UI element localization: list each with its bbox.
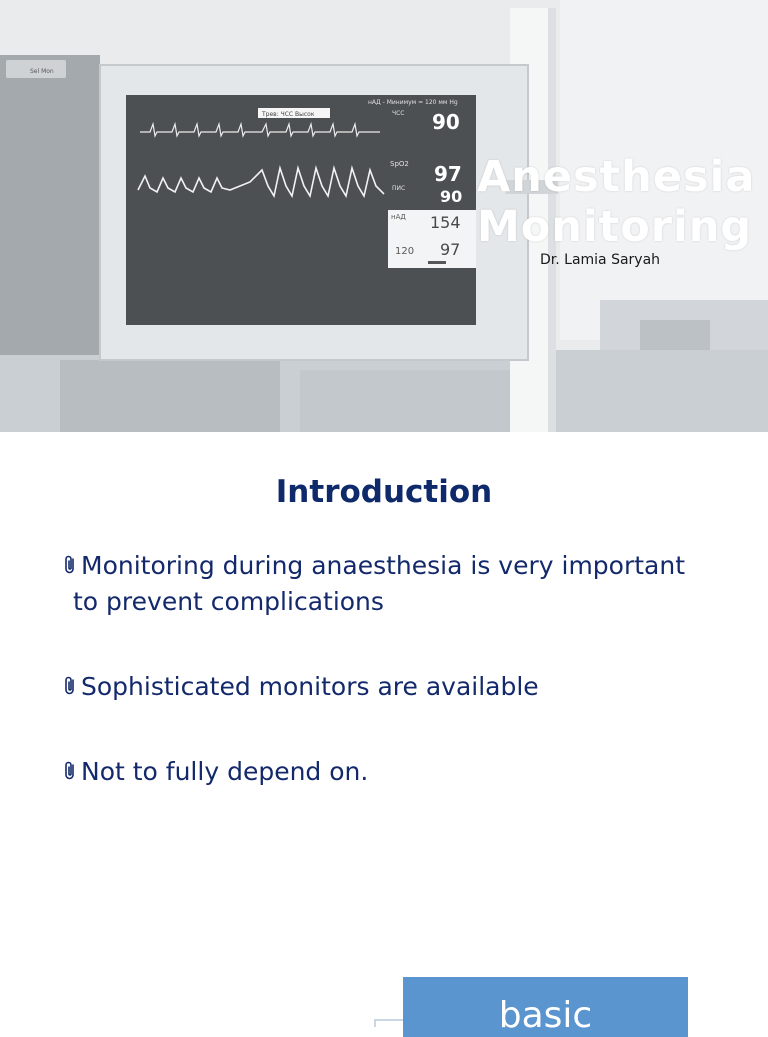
bullet-text: Not to fully depend on. <box>81 757 369 786</box>
bullet-item <box>62 754 742 790</box>
bullet-text-line-2: to prevent complications <box>73 587 384 616</box>
bullet-item <box>62 548 742 620</box>
nibp-systolic: 154 <box>430 213 461 232</box>
diagram-box <box>403 977 688 1037</box>
spo2-value: 97 <box>434 162 462 186</box>
bullet-item <box>62 669 742 705</box>
presentation-title <box>477 152 768 252</box>
hr-value: 90 <box>432 110 460 134</box>
alert-banner: Трев: ЧСС Высок <box>262 111 315 118</box>
device-badge: Sel Mon <box>30 68 54 75</box>
author-name: Dr. Lamia Saryah <box>540 252 661 268</box>
title-slide <box>0 0 768 432</box>
connector-line <box>374 1019 405 1027</box>
hr-label: ЧСС <box>392 110 405 117</box>
title-line-2: Monitoring <box>477 202 753 252</box>
title-line-1: Anesthesia <box>477 152 756 202</box>
nibp-diastolic: 120 <box>395 246 415 257</box>
pulse-value: 90 <box>440 187 463 206</box>
nibp-label: нАД <box>391 213 406 221</box>
nibp-mean: 97 <box>440 240 461 259</box>
pulse-label: ПИС <box>392 185 406 192</box>
bullet-text: Sophisticated monitors are available <box>81 672 539 701</box>
paperclip-icon <box>62 675 78 697</box>
paperclip-icon <box>62 554 78 576</box>
spo2-label: SpO2 <box>390 160 409 168</box>
bullet-text-line-1: Monitoring during anaesthesia is very important <box>81 551 686 580</box>
monitor-header: нАД - Минимум = 120 мм Hg <box>368 99 458 106</box>
diagram-box-label: basic <box>498 995 593 1036</box>
slide-title: Introduction <box>275 474 493 510</box>
paperclip-icon <box>62 760 78 782</box>
bullet-list <box>62 548 742 839</box>
